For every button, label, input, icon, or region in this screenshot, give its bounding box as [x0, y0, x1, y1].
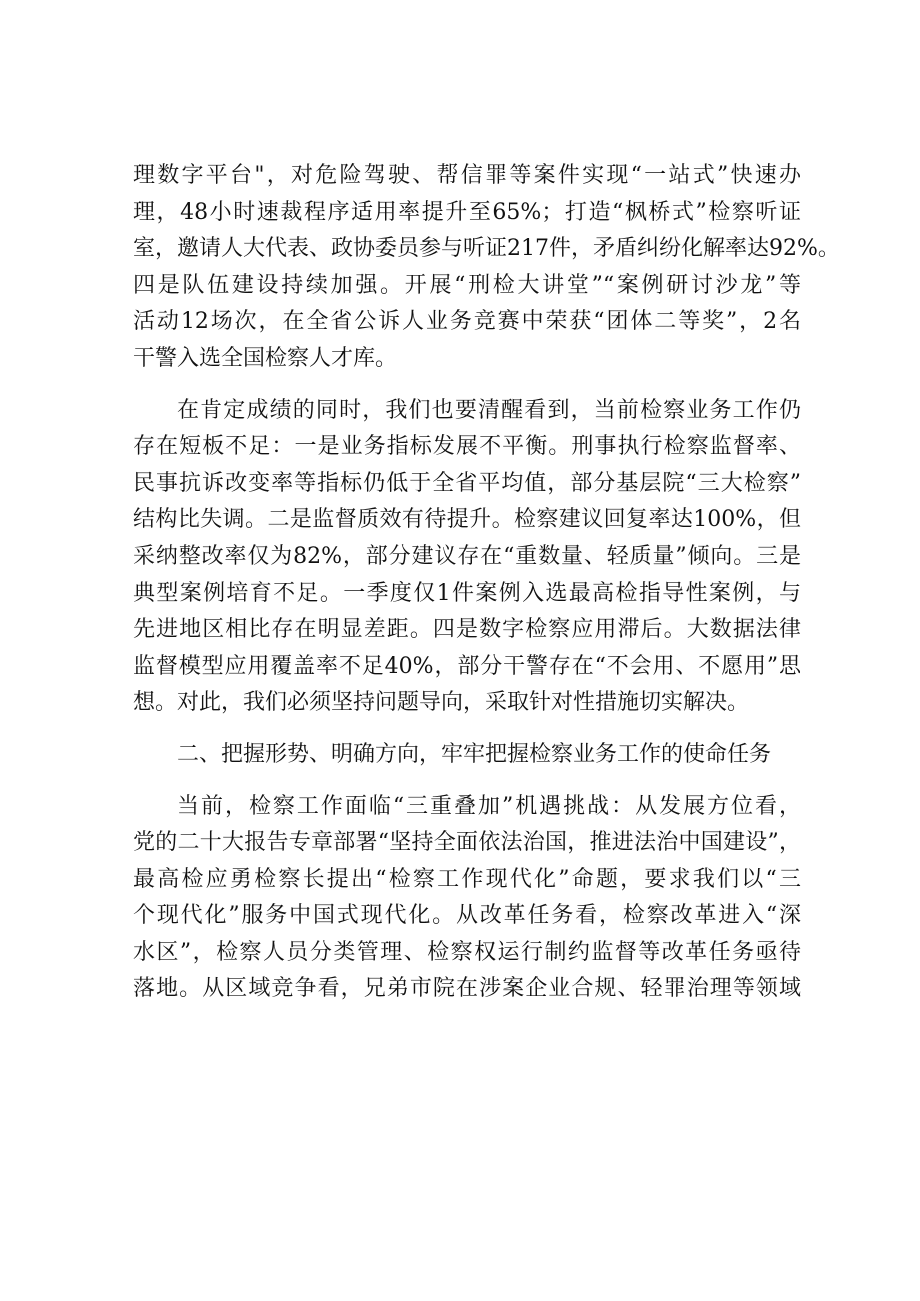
paragraph-gap: [133, 378, 801, 393]
text-line: 党的二十大报告专章部署“坚持全面依法治国，推进法治中国建设”，: [133, 830, 801, 856]
paragraph-gap: [133, 774, 801, 789]
text-line: 采纳整改率仅为82%，部分建议存在“重数量、轻质量”倾向。三是: [133, 543, 801, 569]
paragraph-situation: [133, 789, 801, 1009]
text-line: 民事抗诉改变率等指标仍低于全省平均值，部分基层院“三大检察”: [133, 470, 801, 496]
text-line: 想。对此，我们必须坚持问题导向，采取针对性措施切实解决。: [133, 690, 750, 716]
text-line: 四是队伍建设持续加强。开展“刑检大讲堂”“案例研讨沙龙”等: [133, 272, 801, 298]
text-line: 理数字平台"，对危险驾驶、帮信罪等案件实现“一站式”快速办: [133, 163, 801, 188]
text-line: 结构比失调。二是监督质效有待提升。检察建议回复率达100%，但: [133, 507, 801, 533]
section-heading: [133, 737, 801, 774]
paragraph-achievements-continued: [133, 158, 840, 378]
text-line: 室，邀请人大代表、政协委员参与听证217件，矛盾纠纷化解率达92%。: [133, 236, 840, 262]
text-line: 理，48小时速裁程序适用率提升至65%；打造“枫桥式”检察听证: [133, 199, 801, 225]
text-line: 干警入选全国检察人才库。: [133, 345, 398, 371]
text-line: 当前，检察工作面临“三重叠加”机遇挑战：从发展方位看，: [177, 793, 801, 819]
text-line: 水区”，检察人员分类管理、检察权运行制约监督等改革任务亟待: [133, 939, 801, 965]
text-line: 落地。从区域竞争看，兄弟市院在涉案企业合规、轻罪治理等领域: [133, 976, 801, 1002]
text-line: 监督模型应用覆盖率不足40%，部分干警存在“不会用、不愿用”思: [133, 653, 801, 679]
section-heading-text: 二、把握形势、明确方向，牢牢把握检察业务工作的使命任务: [177, 741, 772, 767]
text-line: 个现代化”服务中国式现代化。从改革任务看，检察改革进入“深: [133, 903, 801, 929]
text-line: 典型案例培育不足。一季度仅1件案例入选最高检指导性案例，与: [133, 580, 801, 606]
text-line: 最高检应勇检察长提出“检察工作现代化”命题，要求我们以“三: [133, 866, 801, 892]
paragraph-shortcomings: [133, 393, 801, 722]
document-body: [133, 158, 840, 1008]
text-line: 存在短板不足：一是业务指标发展不平衡。刑事执行检察监督率、: [133, 434, 801, 460]
text-line: 先进地区相比存在明显差距。四是数字检察应用滞后。大数据法律: [133, 617, 801, 643]
text-line: 活动12场次，在全省公诉人业务竞赛中荣获“团体二等奖”，2名: [133, 309, 801, 335]
paragraph-gap: [133, 722, 801, 737]
text-line: 在肯定成绩的同时，我们也要清醒看到，当前检察业务工作仍: [177, 397, 801, 423]
